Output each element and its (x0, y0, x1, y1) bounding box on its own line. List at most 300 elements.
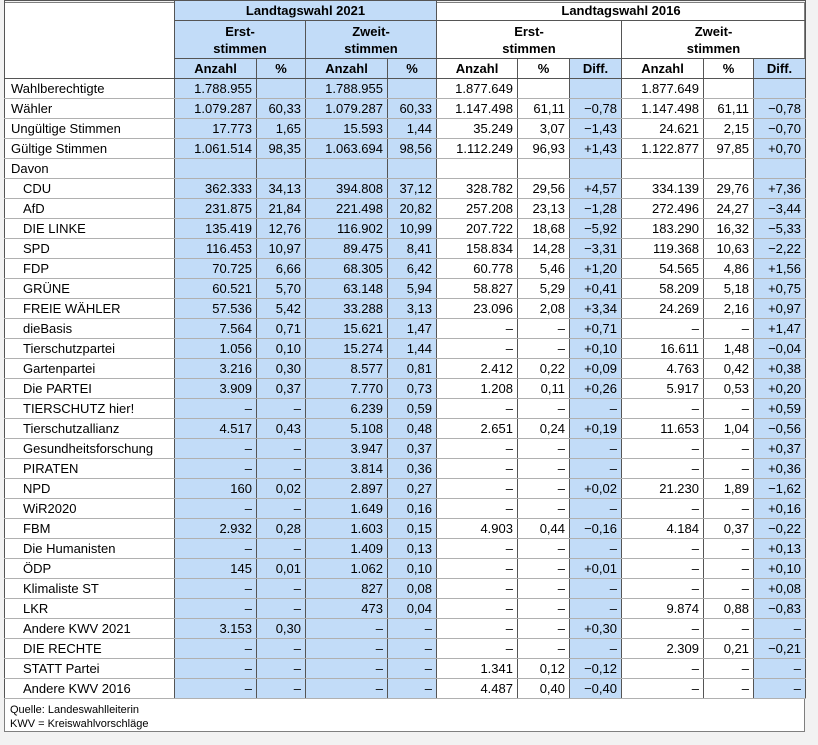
table-cell: 20,82 (388, 199, 437, 219)
table-cell: +0,59 (754, 399, 806, 419)
table-cell: 96,93 (518, 139, 570, 159)
table-cell: – (437, 619, 518, 639)
table-cell: 0,59 (388, 399, 437, 419)
table-cell: 98,35 (257, 139, 306, 159)
table-cell: 1.341 (437, 659, 518, 679)
col-diff: Diff. (570, 59, 622, 79)
table-cell: 0,24 (518, 419, 570, 439)
table-cell: 5,94 (388, 279, 437, 299)
table-cell: – (175, 579, 257, 599)
table-cell: – (570, 399, 622, 419)
table-cell: 0,43 (257, 419, 306, 439)
header-2016-zweit: Zweit- stimmen (622, 21, 806, 59)
table-cell: – (437, 339, 518, 359)
table-cell: 2.412 (437, 359, 518, 379)
table-cell: – (704, 619, 754, 639)
table-cell: −0,04 (754, 339, 806, 359)
table-cell: 89.475 (306, 239, 388, 259)
table-cell: 5.108 (306, 419, 388, 439)
table-cell: – (570, 639, 622, 659)
table-cell: – (257, 439, 306, 459)
row-label: DIE LINKE (5, 219, 175, 239)
table-cell (257, 159, 306, 179)
table-cell: −3,44 (754, 199, 806, 219)
table-cell: – (518, 619, 570, 639)
table-row (5, 79, 806, 99)
table-cell: – (257, 499, 306, 519)
table-cell: – (437, 579, 518, 599)
table-cell: – (704, 679, 754, 699)
table-cell: 68.305 (306, 259, 388, 279)
table-cell: +0,09 (570, 359, 622, 379)
table-row (5, 659, 806, 679)
table-cell: 61,11 (704, 99, 754, 119)
table-row (5, 119, 806, 139)
table-cell: 1.788.955 (306, 79, 388, 99)
table-row (5, 419, 806, 439)
table-cell: 0,11 (518, 379, 570, 399)
table-cell: −0,56 (754, 419, 806, 439)
table-cell: – (518, 399, 570, 419)
table-row (5, 559, 806, 579)
table-cell: 334.139 (622, 179, 704, 199)
row-label: Klimaliste ST (5, 579, 175, 599)
table-cell: – (622, 399, 704, 419)
table-cell: 0,71 (257, 319, 306, 339)
table-cell: – (570, 599, 622, 619)
table-cell: – (388, 659, 437, 679)
table-cell: +7,36 (754, 179, 806, 199)
table-row (5, 159, 806, 179)
table-cell: – (570, 499, 622, 519)
table-cell: 0,40 (518, 679, 570, 699)
table-cell: 3.947 (306, 439, 388, 459)
table-cell: – (570, 579, 622, 599)
table-cell: 8.577 (306, 359, 388, 379)
table-cell: 4.763 (622, 359, 704, 379)
table-cell: 3.814 (306, 459, 388, 479)
table-cell (306, 159, 388, 179)
table-cell: 21.230 (622, 479, 704, 499)
table-cell: 4.517 (175, 419, 257, 439)
table-cell: – (518, 539, 570, 559)
table-cell: 97,85 (704, 139, 754, 159)
table-cell: – (704, 439, 754, 459)
table-cell: – (306, 639, 388, 659)
table-cell: 473 (306, 599, 388, 619)
table-cell: 2.651 (437, 419, 518, 439)
table-cell: +1,20 (570, 259, 622, 279)
table-cell: 15.621 (306, 319, 388, 339)
row-label: Ungültige Stimmen (5, 119, 175, 139)
table-cell: −0,78 (754, 99, 806, 119)
table-cell: – (306, 659, 388, 679)
table-cell (437, 159, 518, 179)
table-cell: 29,76 (704, 179, 754, 199)
table-cell: – (622, 319, 704, 339)
table-cell (388, 159, 437, 179)
table-cell: +0,70 (754, 139, 806, 159)
table-cell: – (518, 439, 570, 459)
table-cell: 2.309 (622, 639, 704, 659)
row-label: NPD (5, 479, 175, 499)
table-cell: 1.112.249 (437, 139, 518, 159)
table-cell: 183.290 (622, 219, 704, 239)
col-pct: % (257, 59, 306, 79)
table-cell: 119.368 (622, 239, 704, 259)
table-row (5, 679, 806, 699)
table-cell: 23,13 (518, 199, 570, 219)
table-cell: 221.498 (306, 199, 388, 219)
table-row (5, 359, 806, 379)
table-cell: – (754, 679, 806, 699)
table-cell: +0,30 (570, 619, 622, 639)
table-cell: 0,12 (518, 659, 570, 679)
table-cell: 24.621 (622, 119, 704, 139)
table-cell: 58.209 (622, 279, 704, 299)
table-cell: 3,07 (518, 119, 570, 139)
table-cell: 63.148 (306, 279, 388, 299)
table-cell: 1,44 (388, 119, 437, 139)
table-cell: – (570, 439, 622, 459)
table-cell: 15.593 (306, 119, 388, 139)
table-cell: – (622, 459, 704, 479)
table-cell: – (518, 639, 570, 659)
table-cell: 1.208 (437, 379, 518, 399)
table-row (5, 599, 806, 619)
table-row (5, 619, 806, 639)
table-cell: 1.063.694 (306, 139, 388, 159)
table-cell: 54.565 (622, 259, 704, 279)
table-cell: 0,73 (388, 379, 437, 399)
table-cell: 1.079.287 (175, 99, 257, 119)
table-cell: 10,99 (388, 219, 437, 239)
table-cell: −1,28 (570, 199, 622, 219)
table-cell: 0,37 (388, 439, 437, 459)
table-cell: – (437, 439, 518, 459)
table-cell: 12,76 (257, 219, 306, 239)
table-cell: – (437, 459, 518, 479)
table-cell (754, 159, 806, 179)
table-cell: 0,81 (388, 359, 437, 379)
table-cell: 1.788.955 (175, 79, 257, 99)
table-cell: 1.877.649 (622, 79, 704, 99)
table-cell: 0,48 (388, 419, 437, 439)
table-cell: 2,15 (704, 119, 754, 139)
table-cell: 2,08 (518, 299, 570, 319)
table-cell: – (306, 619, 388, 639)
row-label: Gültige Stimmen (5, 139, 175, 159)
table-cell: 1.877.649 (437, 79, 518, 99)
header-2021-erst: Erst- stimmen (175, 21, 306, 59)
table-cell: 1.603 (306, 519, 388, 539)
table-cell: −0,22 (754, 519, 806, 539)
table-row (5, 379, 806, 399)
table-cell: – (622, 439, 704, 459)
table-cell: −0,21 (754, 639, 806, 659)
table-cell (704, 159, 754, 179)
table-cell: −1,62 (754, 479, 806, 499)
table-cell: +0,41 (570, 279, 622, 299)
table-cell: – (257, 459, 306, 479)
table-cell: 18,68 (518, 219, 570, 239)
table-cell: +0,08 (754, 579, 806, 599)
table-row (5, 459, 806, 479)
table-cell: +0,97 (754, 299, 806, 319)
table-cell: – (518, 599, 570, 619)
table-cell: – (175, 679, 257, 699)
table-cell: −2,22 (754, 239, 806, 259)
table-cell: – (388, 679, 437, 699)
table-cell: – (175, 659, 257, 679)
table-cell: – (257, 599, 306, 619)
table-cell: – (388, 619, 437, 639)
table-cell: 4.184 (622, 519, 704, 539)
table-cell: 1,44 (388, 339, 437, 359)
table-cell: 231.875 (175, 199, 257, 219)
table-cell: −0,12 (570, 659, 622, 679)
table-cell: 0,53 (704, 379, 754, 399)
col-diff: Diff. (754, 59, 806, 79)
table-cell: – (437, 499, 518, 519)
table-cell: +0,26 (570, 379, 622, 399)
table-cell: – (437, 399, 518, 419)
table-cell: 60.521 (175, 279, 257, 299)
table-cell: 0,02 (257, 479, 306, 499)
table-cell: 58.827 (437, 279, 518, 299)
table-cell: −3,31 (570, 239, 622, 259)
table-cell: – (518, 479, 570, 499)
row-label: GRÜNE (5, 279, 175, 299)
table-cell: 1,04 (704, 419, 754, 439)
table-cell (388, 79, 437, 99)
table-row (5, 239, 806, 259)
table-cell: −0,70 (754, 119, 806, 139)
row-label: FBM (5, 519, 175, 539)
table-cell: 160 (175, 479, 257, 499)
table-cell: 98,56 (388, 139, 437, 159)
table-cell: 4.487 (437, 679, 518, 699)
table-cell: 0,44 (518, 519, 570, 539)
table-cell: – (704, 659, 754, 679)
table-cell: 1.122.877 (622, 139, 704, 159)
table-cell: – (622, 499, 704, 519)
table-cell: – (518, 559, 570, 579)
table-cell: −0,78 (570, 99, 622, 119)
table-cell: – (518, 579, 570, 599)
col-anzahl: Anzahl (622, 59, 704, 79)
table-cell: +3,34 (570, 299, 622, 319)
table-cell: 16.611 (622, 339, 704, 359)
table-row (5, 539, 806, 559)
table-cell: 5,18 (704, 279, 754, 299)
table-cell: – (570, 459, 622, 479)
table-cell: 0,21 (704, 639, 754, 659)
corner-cell (5, 1, 175, 79)
table-cell: 3.153 (175, 619, 257, 639)
table-row (5, 499, 806, 519)
table-cell: – (704, 319, 754, 339)
table-cell: 0,10 (257, 339, 306, 359)
table-cell: – (437, 639, 518, 659)
table-cell: – (257, 639, 306, 659)
table-cell: 8,41 (388, 239, 437, 259)
table-cell: 29,56 (518, 179, 570, 199)
col-anzahl: Anzahl (175, 59, 257, 79)
table-cell: 7.564 (175, 319, 257, 339)
table-cell: – (175, 459, 257, 479)
table-cell: +0,36 (754, 459, 806, 479)
table-cell: 0,01 (257, 559, 306, 579)
row-label: FREIE WÄHLER (5, 299, 175, 319)
table-cell: +4,57 (570, 179, 622, 199)
table-cell: – (704, 579, 754, 599)
table-cell: 0,08 (388, 579, 437, 599)
table-cell: – (175, 639, 257, 659)
table-cell: +0,71 (570, 319, 622, 339)
table-cell: 23.096 (437, 299, 518, 319)
table-cell: 0,37 (257, 379, 306, 399)
table-cell: – (437, 479, 518, 499)
table-cell: 5,46 (518, 259, 570, 279)
table-cell: – (754, 619, 806, 639)
table-cell: – (704, 399, 754, 419)
table-cell: – (437, 559, 518, 579)
table-cell: 1,48 (704, 339, 754, 359)
row-label: DIE RECHTE (5, 639, 175, 659)
table-cell: – (622, 679, 704, 699)
row-label: SPD (5, 239, 175, 259)
row-label: Gesundheitsforschung (5, 439, 175, 459)
table-cell: 24,27 (704, 199, 754, 219)
table-cell: 0,30 (257, 359, 306, 379)
header-2016-erst: Erst- stimmen (437, 21, 622, 59)
table-cell: 16,32 (704, 219, 754, 239)
table-cell: +0,10 (754, 559, 806, 579)
table-cell: – (518, 339, 570, 359)
table-cell: 145 (175, 559, 257, 579)
table-cell: 60,33 (257, 99, 306, 119)
table-cell (704, 79, 754, 99)
table-cell: – (257, 539, 306, 559)
row-label: Davon (5, 159, 175, 179)
table-cell: – (622, 659, 704, 679)
table-row (5, 199, 806, 219)
table-cell: – (175, 539, 257, 559)
table-cell: 0,13 (388, 539, 437, 559)
col-anzahl: Anzahl (306, 59, 388, 79)
table-row (5, 299, 806, 319)
table-row (5, 439, 806, 459)
table-cell: −5,92 (570, 219, 622, 239)
row-label: CDU (5, 179, 175, 199)
table-cell (518, 79, 570, 99)
table-cell: 10,63 (704, 239, 754, 259)
table-cell: 394.808 (306, 179, 388, 199)
table-cell: 135.419 (175, 219, 257, 239)
row-label: Die Humanisten (5, 539, 175, 559)
table-row (5, 519, 806, 539)
row-label: TIERSCHUTZ hier! (5, 399, 175, 419)
table-cell: +0,19 (570, 419, 622, 439)
table-cell: – (437, 539, 518, 559)
row-label: Die PARTEI (5, 379, 175, 399)
table-cell: – (518, 319, 570, 339)
table-cell: – (257, 679, 306, 699)
col-anzahl: Anzahl (437, 59, 518, 79)
table-cell: – (704, 459, 754, 479)
table-cell: 60.778 (437, 259, 518, 279)
table-cell: – (622, 579, 704, 599)
table-cell: 1.061.514 (175, 139, 257, 159)
table-row (5, 99, 806, 119)
row-label: dieBasis (5, 319, 175, 339)
table-cell: – (175, 599, 257, 619)
row-label: Andere KWV 2021 (5, 619, 175, 639)
table-cell: +1,47 (754, 319, 806, 339)
table-cell (570, 159, 622, 179)
table-cell: 3.909 (175, 379, 257, 399)
table-cell: +0,38 (754, 359, 806, 379)
table-cell: 5,42 (257, 299, 306, 319)
table-cell: – (257, 399, 306, 419)
table-cell: 6,66 (257, 259, 306, 279)
table-cell: 5,70 (257, 279, 306, 299)
table-cell: 14,28 (518, 239, 570, 259)
table-cell: 15.274 (306, 339, 388, 359)
table-cell: – (257, 659, 306, 679)
table-row (5, 639, 806, 659)
table-cell: 21,84 (257, 199, 306, 219)
table-cell: 272.496 (622, 199, 704, 219)
table-cell: 6,42 (388, 259, 437, 279)
row-label: Wähler (5, 99, 175, 119)
table-cell: 57.536 (175, 299, 257, 319)
table-cell: 328.782 (437, 179, 518, 199)
table-cell: 1,47 (388, 319, 437, 339)
table-cell: 116.902 (306, 219, 388, 239)
row-label: LKR (5, 599, 175, 619)
table-cell: – (704, 559, 754, 579)
header-2016: Landtagswahl 2016 (437, 1, 806, 21)
row-label: ÖDP (5, 559, 175, 579)
table-cell: 5.917 (622, 379, 704, 399)
table-cell: 0,04 (388, 599, 437, 619)
table-cell: 37,12 (388, 179, 437, 199)
table-row (5, 259, 806, 279)
table-cell (622, 159, 704, 179)
table-cell: 61,11 (518, 99, 570, 119)
table-row (5, 319, 806, 339)
table-cell: 158.834 (437, 239, 518, 259)
table-cell: 11.653 (622, 419, 704, 439)
table-cell: 2.932 (175, 519, 257, 539)
row-label: Andere KWV 2016 (5, 679, 175, 699)
table-cell: 1.649 (306, 499, 388, 519)
table-cell (257, 79, 306, 99)
table-cell: 0,36 (388, 459, 437, 479)
table-cell: 1,65 (257, 119, 306, 139)
table-cell: −5,33 (754, 219, 806, 239)
table-cell: – (518, 499, 570, 519)
table-cell: +0,02 (570, 479, 622, 499)
table-cell: – (570, 539, 622, 559)
table-cell: 4.903 (437, 519, 518, 539)
table-cell: – (175, 439, 257, 459)
election-table (4, 0, 806, 699)
table-cell: −0,40 (570, 679, 622, 699)
table-cell: −0,83 (754, 599, 806, 619)
